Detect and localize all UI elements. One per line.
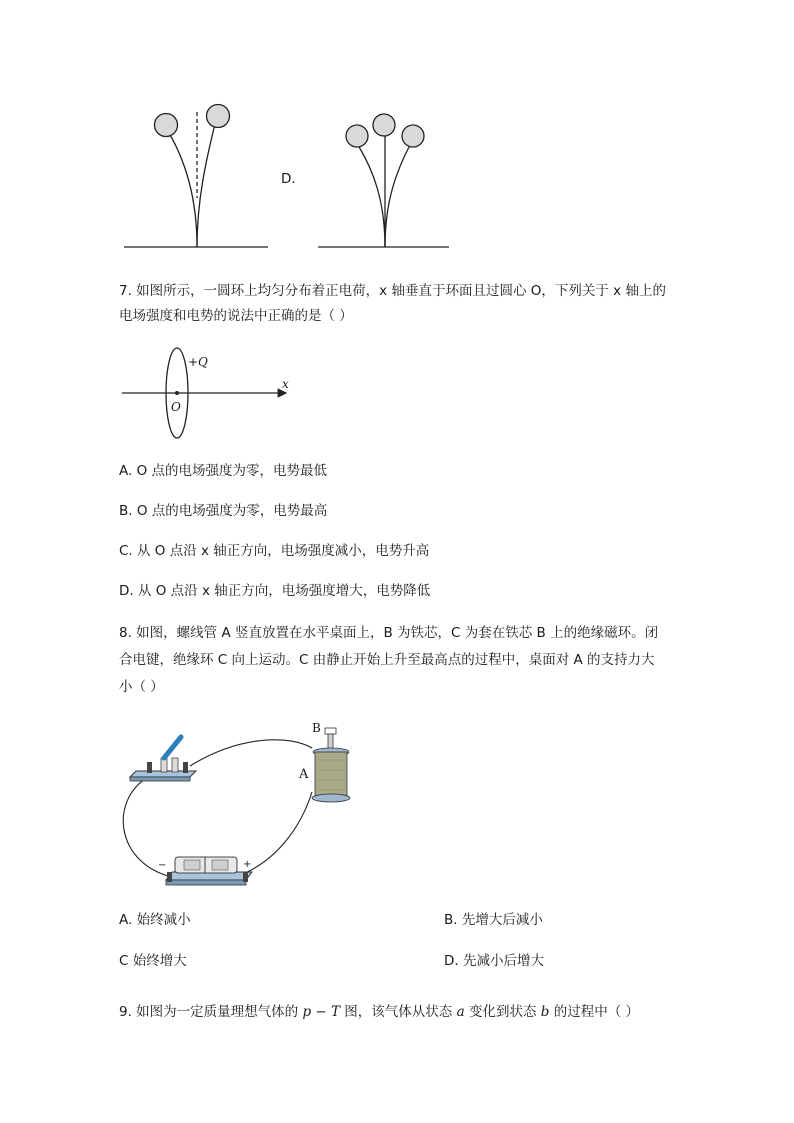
battery-plus: +	[243, 859, 252, 870]
q7-stem-line1: 7. 如图所示，一圆环上均匀分布着正电荷，x 轴垂直于环面且过圆心 O，下列关于 x 轴上的	[119, 283, 666, 299]
q8-stem-line1: 8. 如图，螺线管 A 竖直放置在水平桌面上，B 为铁芯，C 为套在铁芯 B 上的绝缘磁环。闭	[119, 625, 659, 641]
q9-stem-prefix: 9. 如图为一定质量理想气体的	[119, 1004, 303, 1020]
q9-state-b: b	[540, 1004, 550, 1020]
q7-option-d: D. 从 O 点沿 x 轴正方向，电场强度增大，电势降低	[119, 583, 431, 599]
q7-option-c: C. 从 O 点沿 x 轴正方向，电场强度减小，电势升高	[119, 543, 430, 559]
q7-option-b: B. O 点的电场强度为零，电势最高	[119, 503, 328, 519]
coil-label: A	[299, 767, 309, 782]
q9-stem-mid1: 图，该气体从状态	[340, 1004, 457, 1020]
q8-stem-line2: 合电键，绝缘环 C 向上运动。C 由静止开始上升至最高点的过程中，桌面对 A 的支持力大	[119, 652, 655, 668]
battery	[166, 857, 252, 885]
battery-minus: −	[158, 860, 167, 871]
q7-stem-line2: 电场强度和电势的说法中正确的是（ ）	[119, 308, 353, 324]
q9-stem-suffix: 的过程中（ ）	[549, 1004, 640, 1020]
q8-option-a: A. 始终减小	[119, 912, 191, 928]
q8-stem-line3: 小（ ）	[119, 679, 164, 695]
solenoid	[312, 728, 350, 802]
charge-label: +Q	[188, 355, 208, 369]
origin-label: O	[171, 400, 181, 414]
q9-stem-mid2: 变化到状态	[464, 1004, 541, 1020]
q7-option-a: A. O 点的电场强度为零，电势最低	[119, 463, 327, 479]
q8-option-d: D. 先减小后增大	[444, 953, 544, 969]
core-label: B	[312, 721, 321, 735]
q6-option-d-label: D.	[281, 171, 296, 187]
switch	[130, 737, 196, 781]
q8-option-b: B. 先增大后减小	[444, 912, 543, 928]
q9-stem	[119, 1002, 639, 1022]
axis-label: x	[282, 377, 289, 391]
q9-state-a: a	[456, 1004, 465, 1020]
q9-graph-var: p − T	[302, 1004, 341, 1020]
q8-option-c: C 始终增大	[119, 953, 187, 969]
